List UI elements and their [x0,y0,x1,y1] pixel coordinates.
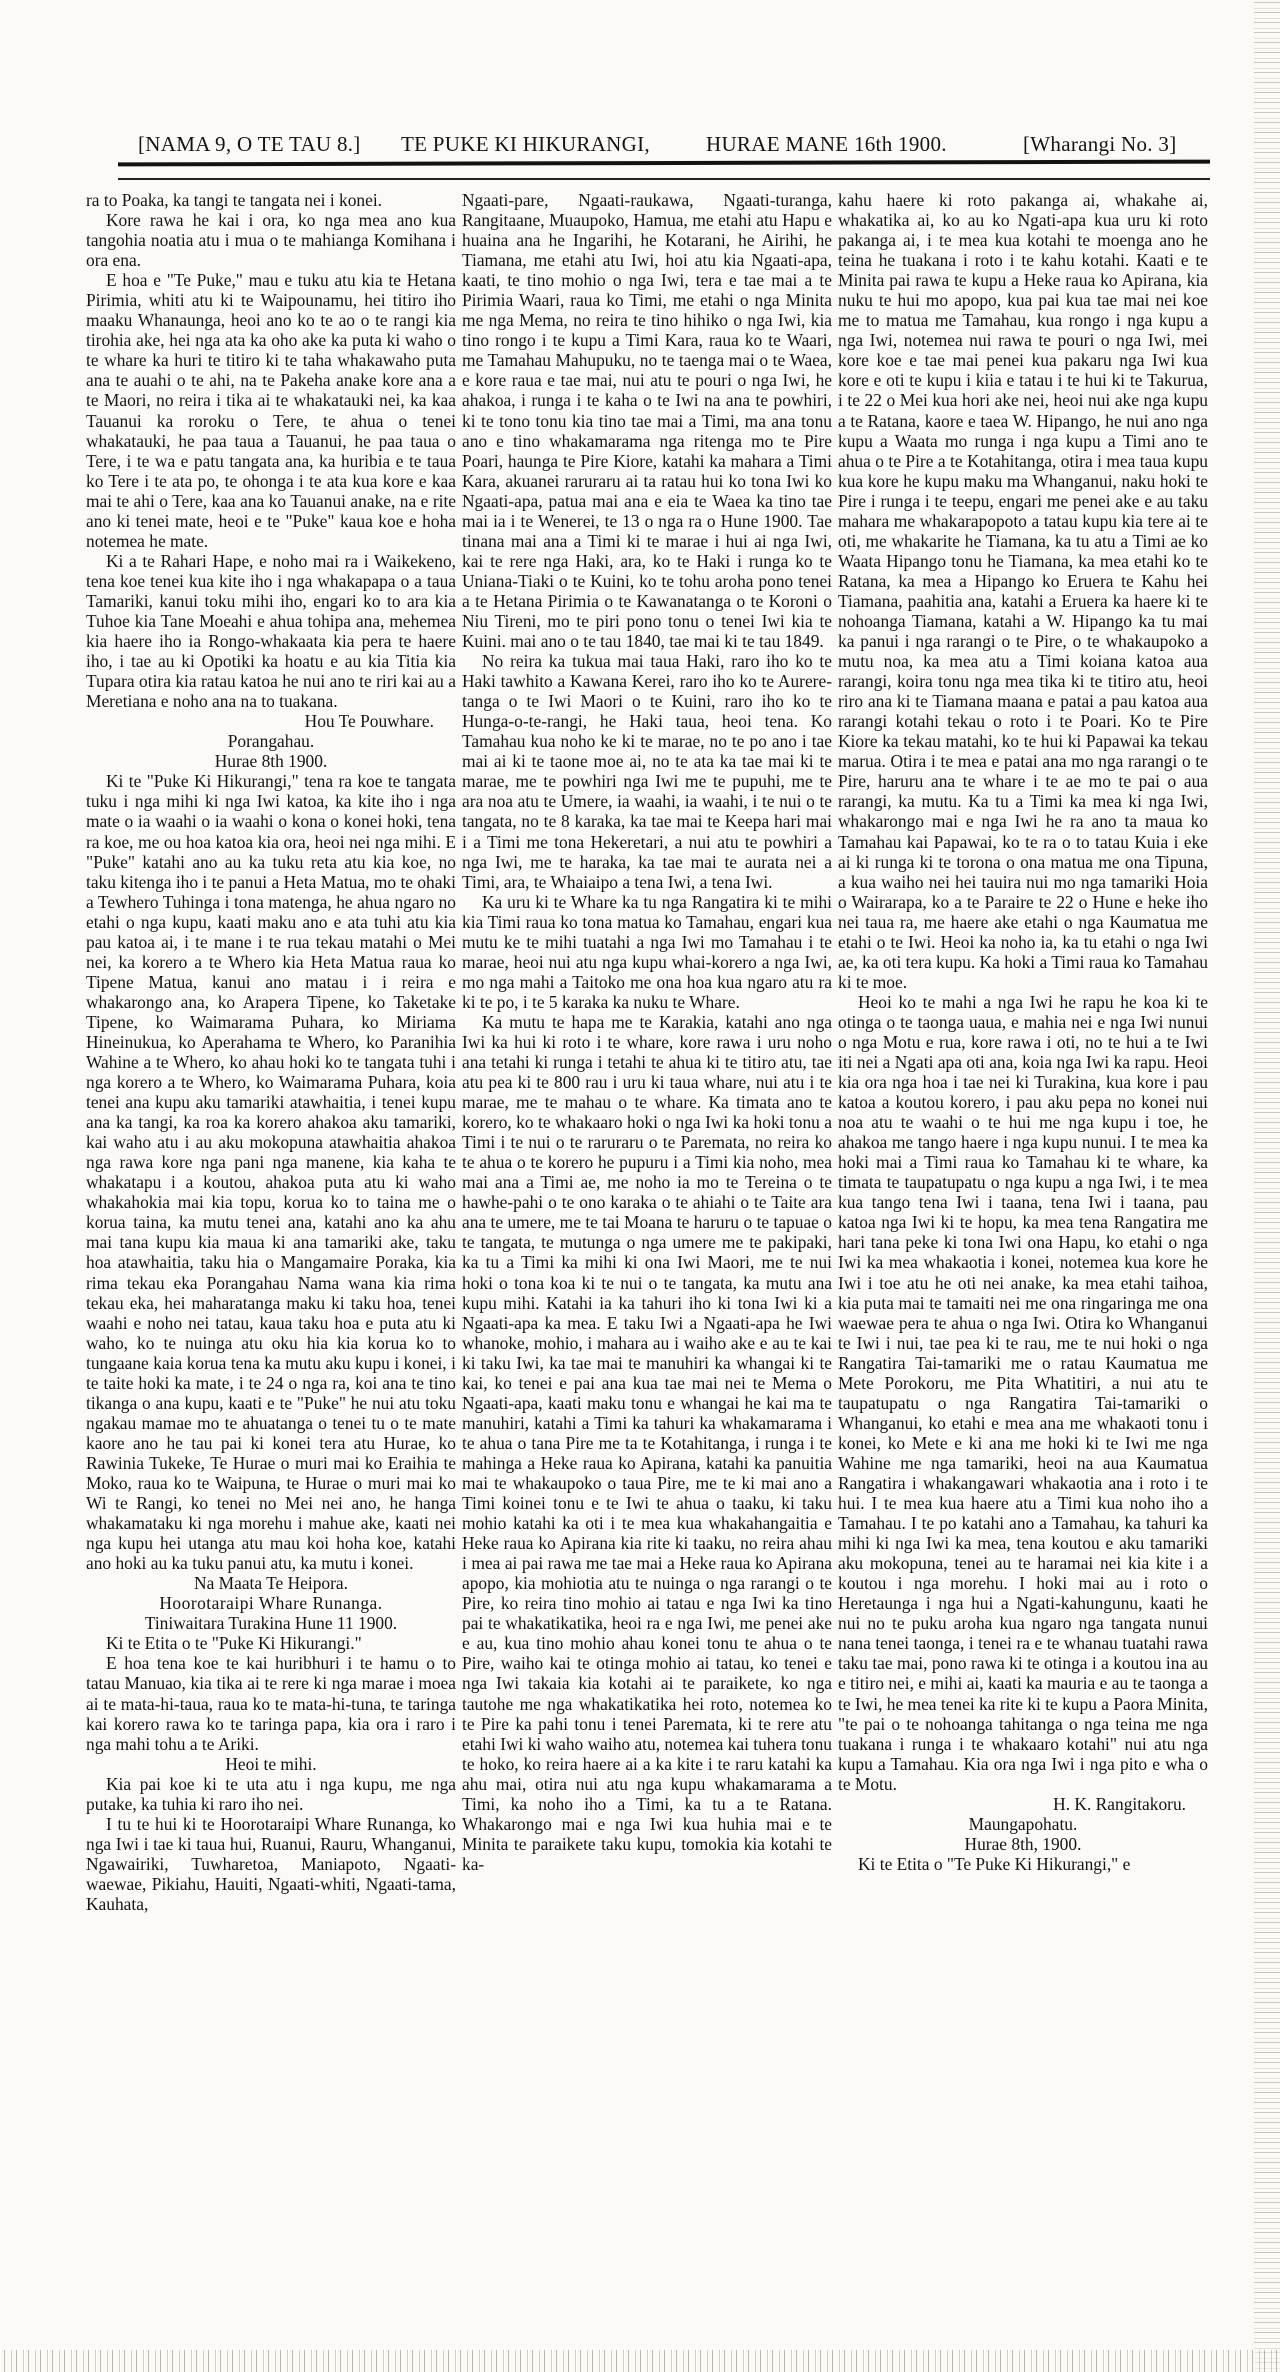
page-number: [Wharangi No. 3] [1023,132,1177,156]
column-1 [86,190,456,1914]
article-paragraph: E hoa tena koe te kai huribhuri i te hamu o to tatau Manuao, kia tika ai te rere ki nga marae i moea ai te mata-hi-taua, raua ko te mata-hi-tuna, te taringa kai korero rawa ko te taringa papa, kia ora i raro i nga mahi tohu a te Ariki. [86,1653,456,1754]
column-2 [462,190,832,1874]
signature: Hou Te Pouwhare. [304,711,434,732]
article-paragraph: Kia pai koe ki te uta atu i nga kupu, me nga putake, ka tuhia ki raro iho nei. [86,1773,456,1814]
newspaper-title: TE PUKE KI HIKURANGI, [401,132,650,156]
issue-date: HURAE MANE 16th 1900. [706,132,947,156]
article-paragraph: Ki te "Puke Ki Hikurangi," tena ra koe te tangata tuku i nga mihi ki nga Iwi katoa, ka kite iho i nga mate o ia waahi o ia waahi o kona o konei hoki, tena ra koe, me ou hoa katoa kia ora, heoi nei nga mihi. E "Puke" katahi ano au ka tuku reta atu kia koe, no taku kitenga iho i te panui a Heta Matua, mo te ohaki a Tewhero Tuhinga i tona matenga, he ahua ngaro no etahi o nga kupu, kaati maku ano e ata tuhi atu kia pau katoa ai, i te mane i te rua tekau matahi o Mei nei, ka korero a te Whero kia Heta Matua raua ko Tipene Matua, kanui ano matau i i reira e whakarongo ana, ko Arapera Tipene, ko Taketake Tipene, ko Waimarama Puhara, ko Miriama Hineinukua, ko Aperahama te Whero, ko Paranihia Wahine a te Whero, ko ahau hoki ko te tangata tuhi i nga korero a te Whero, ko Waimarama Puhara, koia tenei ana kupu aku tamariki atawhaitia, i tenei kupu ana ka tangi, ka roa ka korero ahakoa aku tamariki, kai waho atu i au aku mokopuna atawhaitia ahakoa nga rawa kore nga pani nga manene, kia kaha te whakatapu i a koutou, ahakoa puta atu ki waho whakahokia mai kia topu, korua ko to taina me o korua taina, ka mutu tenei ana, katahi ano ka ahu mai tana kupu kia maua ki ana tamariki ake, taku hoa atawhaitia, taku hia o Mangamaire Poraka, kia rima tekau eka Porangahau Nama wana kia rima tekau eka, hei maharatanga maku ki taku hoa, tenei waahi e noho nei tatau, kaua taku hoa e puta atu ki waho, ko te nuinga atu oku hia kia korua ko to tungaane kaia korua tena ka mutu aku kupu i konei, i te taite hoki ka mate, i te 24 o nga ra, koi ana te tino tikanga o ana kupu, kaati e te "Puke" he nui atu toku ngakau mamae mo te ahuatanga o tenei tu o te mate kaore ano he tau pai ki konei tera atu Hurae, ko Rawinia Tukeke, Te Hurae o muri mai ko Eraihia te Moko, raua ko te Waipuna, te Hurae o muri mai ko Wi te Rangi, ko tenei no Mei nei ano, he hanga whakamataku ki nga morehu i mahue ake, kaati nei nga kupu hei utanga atu mau koi hoha koe, katahi ano hoki au ka tuku panui atu, ka mutu i konei. [86,771,456,1574]
dateline: Tiniwaitara Turakina Hune 11 1900. [144,1613,398,1634]
section-heading: Hoorotaraipi Whare Runanga. [159,1593,383,1614]
scan-bottom-noise [0,2350,1280,2372]
article-text: kahu haere ki roto pakanga ai, whakahe ai, whakatika ai, ko au ko Ngati-apa kua uru ki roto pakanga ai, i te mea kua kotahi te moenga ano he teina he tuakana i roto i te kahu kotahi. Kaati e te Minita pai rawa te kupu a Heke raua ko Apirana, kia nuku te hui mo apopo, kua pai kua tae mai nei koe me to matua me Tamahau, kua rongo i nga kupu a nga Iwi, notemea nui rawa te pouri o nga Iwi, mei kore koe e tae mai penei kua pakaru nga Iwi kua kore e oti te kupu i kiia e tatau i te hui ki te Takurua, i te 22 o Mei kua hori ake nei, heoi nui ake nga kupu a te Ratana, kaore e taea W. Hipango, he nui ano nga kupu a Waata mo runga i nga kupu a Timi ano te ahua o te Pire a te Kotahitanga, otira i mea taua kupu kua kore he kupu maku ma Whanganui, naku hoki te Pire i runga i te teepu, engari me penei ake e au taku mahara me whakarapopoto a tatau kupu kia tere ai te oti, me whakarite he Tiamana, ka tu atu a Timi ae ko Waata Hipango tonu he Tiamana, ka mea etahi ko te Ratana, ka mea a Hipango ko Eruera te Kahu hei Tiamana, paahitia ana, katahi a Eruera ka haere ki te nohoanga Tiamana, katahi a W. Hipango ka tu mai ka panui i nga rarangi o te Pire, o te whakaupoko a mutu noa, ka mea atu a Timi koiana katoa aua rarangi, koira tonu nga mea tika ki te titiro atu, heoi riro ana ki te Tiamana maana e patai a pau katoa aua rarangi kotahi tekau o roto i te Poari. Ko te Pire Kiore ka tekau matahi, ko te hui ki Papawai ka tekau marua. Otira i te mea e patai ana mo nga rarangi o te Pire, haruru ana te whare i te ae mo te pai o aua rarangi, ka mutu. Ka tu a Timi ka mea ki nga Iwi, whakarongo mai e nga Iwi he ra ano ta maua ko Tamahau kai Papawai, ko te ra o to tatau Kuia i eke ai ki runga ki te torona o ona matua me ona Tipuna, a kua waiho nei hei tauira nui mo nga tamariki Hoia o Wairarapa, ko a te Paraire te 22 o Hune e heke iho nei taua ra, me haere ake etahi o nga Kaumatua me etahi o te Iwi. Heoi ka noho ia, ka tu etahi o nga Iwi ae, ka oti tera kupu. Ka hoki a Timi raua ko Tamahau ki te moe. [838,190,1208,992]
article-paragraph: I tu te hui ki te Hoorotaraipi Whare Runanga, ko nga Iwi i tae ki taua hui, Ruanui, Rauru, Whanganui, Ngawairiki, Tuwharetoa, Maniapoto, Ngaati-waewae, Pikiahu, Hauiti, Ngaati-whiti, Ngaati-tama, Kauhata, [86,1813,456,1914]
article-paragraph: E hoa e "Te Puke," mau e tuku atu kia te Hetana Pirimia, whiti atu ki te Waipounamu, hei titiro iho maaku Whanaunga, heoi ano ko te ao o te rangi kia tirohia ake, hei nga ata ka oho ake ka puta ki waho o te whare ka huri te titiro ki te taha whakawaho puta ana te auahi o te ahi, na te Pakeha anake kore ana a te Maori, no reira i tika ai te whakatauki nei, ka kaa Tauanui ka roroku o Tere, te ahua o tenei whakatauki, he paa taua a Tauanui, he paa taua o Tere, i te wa e patu tangata ana, ka huribia e te taua ko Tere i te ata po, te ohonga i te ata kua kore e kaa mai te ahi o Tere, kaa ana ko Tauanui anake, na e rite ano ki tenei mate, heoi e te "Puke" kaua koe e hoha notemea he mate. [86,270,456,551]
page-header [118,132,1208,162]
issue-number: [NAMA 9, O TE TAU 8.] [138,132,361,156]
dateline: Hurae 8th 1900. [214,751,328,772]
article-paragraph: Ka mutu te hapa me te Karakia, katahi ano nga Iwi ka hui ki roto i te whare, kore rawa i uru noho ana tetahi ki runga i tetahi te ahua ki te titiro atu, tae atu pea ki te 800 rau i uru ki taua whare, nui atu i te marae, me te mahau o te whare. Ka timata ano te korero, ko te whakaaro hoki o nga Iwi ka hoki tonu a Timi i te nui o te raruraru o te Paremata, no reira ko te ahua o te korero he pupuru i a Timi kia noho, mea mai ana a Timi ae, me noho ia mo te Tereina o te hawhe-pahi o te ono karaka o te ahiahi o te Taite ara ana te umere, me te tai Moana te haruru o te tapuae o te tangata, te mutunga o nga umere me te pakipaki, ka tu a Timi ka mihi ki ona Iwi Maori, me te nui hoki o tona koa ki te nui o te tangata, ka mutu ana kupu mihi. Katahi ia ka tahuri iho ki tona Iwi ki a Ngaati-apa ka mea. E taku Iwi a Ngaati-apa he Iwi whanoke, mohio, i mahara au i waiho ake e au te kai ki taku Iwi, ka tae mai te manuhiri ka whangai ki te kai, ko tenei e pai ana kua tae mai nei te Mema o Ngaati-apa, kaati maku tonu e whangai he kai ma te manuhiri, katahi a Timi ka tahuri ka whakamarama i te ahua o tana Pire me ta te Kotahitanga, i runga i te mahinga a Heke raua ko Apirana, katahi ka panuitia mai te whakaupoko o taua Pire, me te ki mai ano a Timi koinei tonu e te Iwi te ahua o taaku, ki taku mohio katahi ka oti i te mea kua whakahangaitia e Heke raua ko Apirana kia rite ki taaku, no reira ahau i mea ai pai rawa me tae mai a Heke raua ko Apirana apopo, kia mohiotia atu te nuinga o nga rarangi o te Pire, ko reira tino mohio ai tatau e nga Iwi ka tino pai te whakatikatika, heoi ra e nga Iwi, me penei ake e au, kua tino mohio ahau konei tonu te ahua o te Pire, waiho kai te otinga mohio ai tatau, ko tenei e nga Iwi takaia kia kotahi ai te paraikete, ko nga tautohe me nga whakatikatika hei roto, notemea ko te Pire ka pahi tonu i tenei Paremata, ki te rere atu etahi Iwi ki waho waiho atu, notemea kai tuhera tonu te hoko, ko reira haere ai a ka kite i te raru katahi ka ahu mai, otira nui atu nga kupu whakamarama a Timi, ka noho iho a Timi, ka tu a te Ratana. Whakarongo mai e nga Iwi kua huhia mai e te Minita te paraikete taku kupu, tomokia kia kotahi te ka- [462,1011,832,1874]
column-3 [838,190,1208,1874]
article-paragraph: Ki te Etita o "Te Puke Ki Hikurangi," e [858,1853,1131,1874]
article-paragraph: No reira ka tukua mai taua Haki, raro iho ko te Haki tawhito a Kawana Kerei, raro iho ko te Aurere-tanga o te Iwi Maori o te Kuini, raro iho ko te Hunga-o-te-rangi, he Haki taua, heoi tena. Ko Tamahau kua noho ke ki te marae, no te po ano i tae mai ai ki te taone moe ai, no te ata ka tae mai ki te marae, me te powhiri nga Iwi me te pupuhi, me te ara noa atu te Umere, ia waahi, ia waahi, i te nui o te tangata, no te 8 karaka, ka tae mai te Keepa hari mai i a Timi me tona Hekeretari, a nui atu te powhiri a nga Iwi, me te haraka, ka tae mai te aurata nei a Timi, ara, te Whaiaipo a tena Iwi, a tena Iwi. [462,651,832,892]
article-paragraph: Ki a te Rahari Hape, e noho mai ra i Waikekeno, tena koe tenei kua kite iho i nga whakapapa o a taua Tamariki, kanui toku mihi iho, engari ko to ara kia Tuhoe kia Tane Moeahi e ahua tohipa ana, mehemea kia haere iho ia Rongo-whakaata kia pera te haere iho, i tae au ki Opotiki ka hoatu e au kia Titia kia Tupara otira kia ratau katoa he nui ano te riri kai au a Meretiana e noho ana na to tuakana. [86,550,456,712]
header-rule-thin [118,178,1210,180]
article-paragraph: Ka uru ki te Whare ka tu nga Rangatira ki te mihi kia Timi raua ko tona matua ko Tamahau, engari kua mutu ke te mihi tuatahi a nga Iwi mo Tamahau i te marae, heoi nui atu nga kupu whai-korero a nga Iwi, mo nga mahi a Taitoko me ona hoa kua ngaro atu ra ki te po, i te 5 karaka ka nuku te Whare. [462,891,832,1012]
article-paragraph: Kore rawa he kai i ora, ko nga mea ano kua tangohia noatia atu i mua o te mahianga Komihana i ora ena. [86,210,456,271]
article-paragraph: Ki te Etita o te "Puke Ki Hikurangi." [106,1633,362,1654]
article-text: Ngaati-pare, Ngaati-raukawa, Ngaati-turanga, Rangitaane, Muaupoko, Hamua, me etahi atu Hapu e huaina ana he Ingarihi, he Kotarani, he Airihi, he Tiamana, me etahi atu Iwi, hoi atu kia Ngaati-apa, kaati, te tino mohio o nga Iwi, tera e tae mai a te Pirimia Waari, raua ko Timi, me etahi o nga Minita me nga Mema, no reira te tino hihiko o nga Iwi, kia tino rongo i te kupu a Timi Kara, raua ko te Waari, me Tamahau Mahupuku, no te taenga mai o te Waea, e kore raua e tae mai, nui atu te pouri o nga Iwi, he ahakoa, i runga i te kaha o te Iwi na ana te powhiri, ki te tono tonu kia tino tae mai a Timi, ma ana tonu ano e tino whakamarama nga ritenga mo te Pire Poari, haunga te Pire Kiore, katahi ka mahara a Timi Kara, akuanei raruraru ai ta ratau hui ko tona Iwi ko Ngaati-apa, patua mai ana e eia te Waea ka tino tae mai ia i te Wenerei, te 13 o nga ra o Hune 1900. Tae tinana mai ana a Timi ki te marae i hui ai nga Iwi, kai te rere nga Haki, ara, ko te Haki i runga ko te Uniana-Tiaki o te Kuini, ko te tohu aroha pono tenei a te Hetana Pirimia o te Kawanatanga o te Koroni o Niu Tireni, mo te piri pono tonu o tenei Iwi kia te Kuini. mai ano o te tau 1840, tae mai ki te tau 1849. [462,190,832,652]
dateline: Na Maata Te Heipora. [194,1573,348,1594]
article-paragraph: Heoi ko te mahi a nga Iwi he rapu he koa ki te otinga o te taonga uaua, e mahia nei e nga Iwi nunui o nga Motu e rua, kore rawa i oti, no te hui a te Iwi iti nei a Ngati apa oti ana, koia nga Iwi ka rapu. Heoi kia ora nga hoa i tae nei ki Turakina, kua kore i pau katoa a koutou korero, i pau aku pepa no konei nui noa atu te waahi o te hui me nga kupu i toe, he ahakoa me tango haere i nga kupu nunui. I te mea ka hoki mai a Timi raua ko Tamahau ki te whare, ka timata te taupatupatu o nga kupu a nga Iwi, i te mea kua tango tena Iwi i taana, tena Iwi i taana, pau katoa nga Iwi ki te hopu, ka mea tena Rangatira me hari tana peke ki tona Iwi ona Hapu, ko etahi o nga Iwi ka mea whakaotia i konei, notemea kua kore he Iwi i toe atu he oti nei anake, ka mea etahi taihoa, kia puta mai te tamaiti nei me ona ringaringa me ona waewae pera te ahua o nga Iwi. Otira ko Whanganui te Iwi i nui, tae pea ki te rau, me te nui hoki o nga Rangatira Tai-tamariki me o ratau Kaumatua me Mete Porokoru, me Pita Whatitiri, a nui atu te taupatupatu o nga Rangatira Tai-tamariki o Whanganui, ko etahi e mea ana me whakaoti tonu i konei, ko Mete e ki ana me hoki ki te Iwi me nga Wahine me nga tamariki, heoi na aua Kaumatua Rangatira i whakangawari whakaotia ana i roto i te hui. I te mea kua haere atu a Timi kua noho iho a Tamahau. I te po katahi ano a Tamahau, ka tahuri ka mihi ki nga Iwi ka mea, tena koutou e aku tamariki aku mokopuna, tenei au te haramai nei kia kite i a koutou i nga morehu. I hoki mai au i roto o Heretaunga i nga hui a Ngati-kahungunu, kaati he nui no te puku aroha kua ngaro nga tangata nunui nana tenei taonga, i tenei ra e te whanau tuatahi rawa taku tae mai, pono rawa ki te otinga i a koutou ina au e titiro nei, e mihi ai, kaati ka mauria e au te taonga a te Iwi, he mea tenei ka rite ki te kupu a Paora Minita, "te pai o te nohoanga tahitanga o nga teina me nga tuakana i runga i te whakaaro kotahi" nui atu nga kupu a Tamahau. Kia ora nga Iwi i nga pito e wha o te Motu. [838,991,1208,1794]
dateline: Hurae 8th, 1900. [964,1833,1082,1854]
article-text: ra to Poaka, ka tangi te tangata nei i konei. [86,190,383,210]
dateline: Maungapohatu. [968,1813,1078,1834]
dateline: Heoi te mihi. [225,1753,317,1774]
signature: H. K. Rangitakoru. [1053,1793,1186,1814]
dateline: Porangahau. [227,731,315,752]
scan-edge-noise [1254,0,1280,2372]
